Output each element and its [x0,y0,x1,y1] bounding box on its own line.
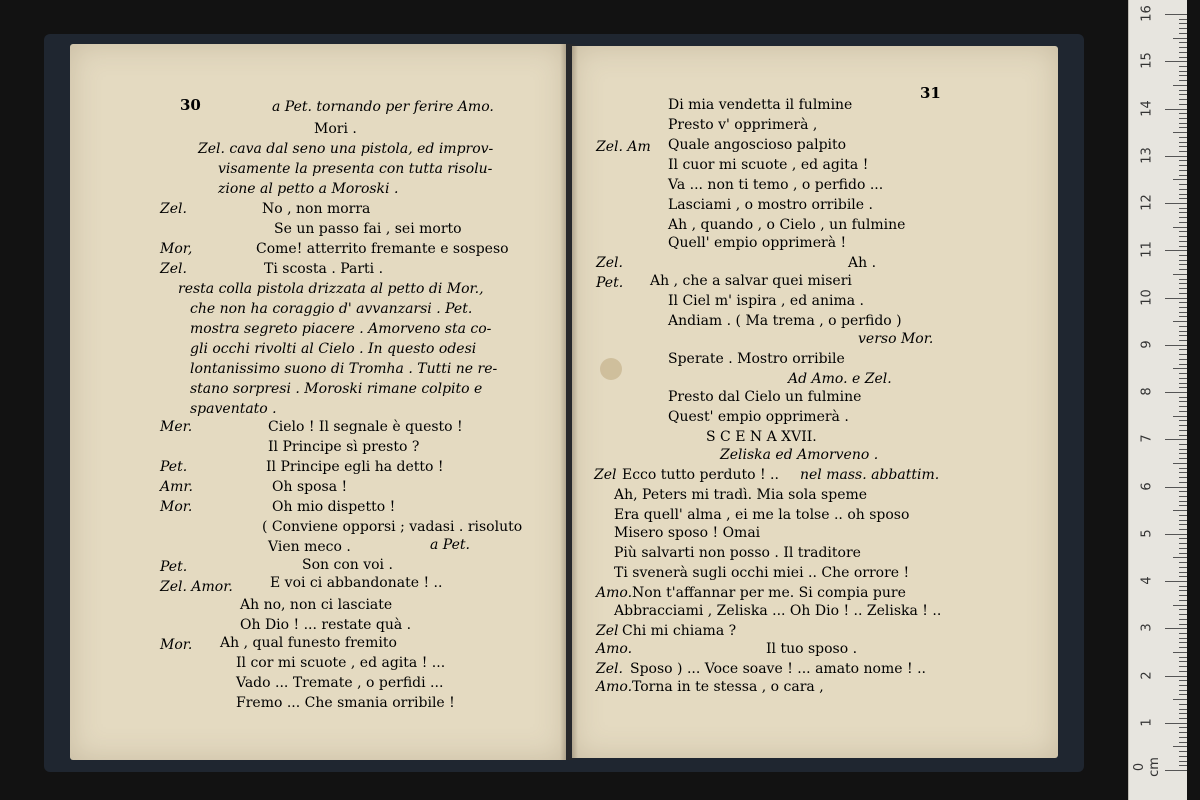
right-page-line: Zel [596,623,619,639]
ruler-tick [1179,453,1187,454]
right-page-line: Amo. [596,679,633,695]
ruler-tick [1173,746,1187,747]
ruler-tick [1179,222,1187,223]
ruler-tick [1179,217,1187,218]
left-page-line: Oh sposa ! [272,479,348,495]
ruler-tick [1179,751,1187,752]
left-page-line: resta colla pistola drizzata al petto di Mor., [178,281,484,297]
ruler-tick [1179,694,1187,695]
right-page-line: Ad Amo. e Zel. [788,371,892,387]
ruler-tick [1179,293,1187,294]
left-page-line: Son con voi . [302,557,393,573]
left-page-line: Mor, [160,241,193,257]
ruler-tick [1179,737,1187,738]
ruler-tick [1173,274,1187,275]
ruler-tick [1179,633,1187,634]
right-page-line: Abbracciami , Zeliska ... Oh Dio ! .. Zeliska ! .. [614,603,942,619]
ruler-tick [1179,586,1187,587]
ruler-tick [1179,335,1187,336]
ruler-tick [1165,487,1187,488]
ruler-tick [1179,690,1187,691]
ruler-tick [1179,279,1187,280]
ruler-tick [1173,179,1187,180]
ruler-tick [1179,543,1187,544]
right-page-line: Presto dal Cielo un fulmine [668,389,862,405]
right-page-line: Pet. [596,275,624,291]
ruler-tick [1179,23,1187,24]
ruler-tick [1179,761,1187,762]
ruler-tick [1179,307,1187,308]
right-page-line: Quest' empio opprimerà . [668,409,849,425]
ruler-label: 15 [1139,52,1155,70]
ruler-tick [1179,444,1187,445]
left-page-line: Zel. [160,261,187,277]
ruler-tick [1179,175,1187,176]
ruler-tick [1179,331,1187,332]
ruler-label: 14 [1139,99,1155,117]
ruler-tick [1179,680,1187,681]
ruler-tick [1173,699,1187,700]
ruler-tick [1179,118,1187,119]
right-page-line: Presto v' opprimerà , [668,117,818,133]
ruler-tick [1179,194,1187,195]
right-page-line: nel mass. abbattim. [800,467,940,483]
ruler-tick [1165,345,1187,346]
ruler-tick [1179,468,1187,469]
ruler-tick [1173,463,1187,464]
left-page-line: Ti scosta . Parti . [264,261,384,277]
right-page-line: Non t'affannar per me. Si compia pure [632,585,906,601]
ruler-tick [1165,581,1187,582]
ruler-tick [1165,109,1187,110]
ruler-tick [1179,567,1187,568]
right-page-line: verso Mor. [858,331,934,347]
left-page-line: Fremo ... Che smania orribile ! [236,695,455,711]
left-page-line: Cielo ! Il segnale è questo ! [268,419,463,435]
ruler-tick [1179,642,1187,643]
ruler-label: 13 [1139,146,1155,164]
ruler-tick [1179,137,1187,138]
ruler-tick [1179,312,1187,313]
ruler-tick [1179,160,1187,161]
ruler-tick [1179,165,1187,166]
right-page-line: Il Ciel m' ispira , ed anima . [668,293,864,309]
ruler-tick [1179,104,1187,105]
left-page-line: Zel. Amor. [160,579,233,595]
ruler-tick [1179,142,1187,143]
ruler-tick [1179,340,1187,341]
ruler-tick [1179,718,1187,719]
ruler-tick [1179,75,1187,76]
left-page-line: zione al petto a Moroski . [218,181,399,197]
ruler-tick [1179,99,1187,100]
ruler-tick [1179,449,1187,450]
right-page-line: Il tuo sposo . [766,641,858,657]
ruler-tick [1165,439,1187,440]
ruler-tick [1179,576,1187,577]
ruler-tick [1165,156,1187,157]
ruler-label: 6 [1139,481,1155,491]
ruler-tick [1173,652,1187,653]
ruler-tick [1179,411,1187,412]
ruler-tick [1179,619,1187,620]
left-page-line: visamente la presenta con tutta risolu- [218,161,493,177]
ruler-tick [1179,170,1187,171]
right-page-line: Ah, Peters mi tradì. Mia sola speme [614,487,868,503]
ruler-label: 0 cm [1132,757,1162,777]
ruler-tick [1179,657,1187,658]
paper-stain [600,358,622,380]
ruler-tick [1179,52,1187,53]
ruler-tick [1165,203,1187,204]
ruler-tick [1179,732,1187,733]
ruler-tick [1179,302,1187,303]
ruler-tick [1179,515,1187,516]
ruler-tick [1179,425,1187,426]
left-page-line: No , non morra [262,201,371,217]
ruler-tick [1179,231,1187,232]
right-page-line: Ti svenerà sugli occhi miei .. Che orrore ! [614,565,910,581]
ruler-tick [1179,208,1187,209]
ruler-tick [1179,198,1187,199]
ruler-tick [1179,609,1187,610]
ruler-tick [1179,709,1187,710]
right-page-line: Va ... non ti temo , o perfido ... [668,177,884,193]
ruler-tick [1173,557,1187,558]
ruler-tick [1179,638,1187,639]
ruler-tick [1179,435,1187,436]
ruler-tick [1165,676,1187,677]
right-page-line: Ecco tutto perduto ! .. [622,467,779,483]
ruler-tick [1179,354,1187,355]
ruler-tick [1179,727,1187,728]
ruler-tick [1179,491,1187,492]
ruler-tick [1165,298,1187,299]
ruler-tick [1179,316,1187,317]
left-page-line: a Pet. tornando per ferire Amo. [272,99,494,115]
left-page-line: Mer. [160,419,193,435]
left-page-line: Vado ... Tremate , o perfidi ... [236,675,444,691]
right-page-line: Ah , quando , o Cielo , un fulmine [668,217,906,233]
ruler-tick [1179,548,1187,549]
ruler-tick [1179,47,1187,48]
ruler-tick [1179,184,1187,185]
ruler-label: 5 [1139,529,1155,538]
right-page-line: Di mia vendetta il fulmine [668,97,853,113]
left-page-line: spaventato . [190,401,277,417]
ruler-tick [1173,605,1187,606]
ruler-tick [1179,246,1187,247]
ruler-label: 3 [1139,623,1155,632]
ruler-tick [1179,600,1187,601]
left-page-number: 30 [180,96,201,114]
ruler-tick [1179,520,1187,521]
right-page-line: Misero sposo ! Omai [614,525,761,541]
ruler-tick [1179,713,1187,714]
ruler-label: 9 [1139,340,1155,349]
ruler-label: 7 [1139,434,1155,443]
ruler-tick [1179,283,1187,284]
ruler-tick [1179,524,1187,525]
ruler-tick [1179,255,1187,256]
ruler-tick [1179,236,1187,237]
ruler-tick [1179,212,1187,213]
right-page-line: Chi mi chiama ? [622,623,737,639]
left-page-line: Mor. [160,637,193,653]
ruler-label: 16 [1139,5,1155,22]
ruler-tick [1179,397,1187,398]
ruler-tick [1179,756,1187,757]
ruler-tick [1179,71,1187,72]
ruler-tick [1179,359,1187,360]
ruler-tick [1179,94,1187,95]
ruler-tick [1173,227,1187,228]
left-page-line: Oh mio dispetto ! [272,499,396,515]
right-page-line: Amo. [596,585,633,601]
ruler-tick [1173,321,1187,322]
left-page-line: Pet. [160,459,188,475]
ruler-tick [1179,765,1187,766]
ruler-tick [1179,595,1187,596]
ruler-tick [1173,416,1187,417]
left-page-line: Come! atterrito fremante e sospeso [256,241,509,257]
ruler-tick [1165,392,1187,393]
left-page-line: Mori . [314,121,357,137]
ruler-tick [1179,430,1187,431]
right-page-line: Torna in te stessa , o cara , [632,679,824,695]
ruler-tick [1173,38,1187,39]
ruler-tick [1179,562,1187,563]
ruler-tick [1179,42,1187,43]
ruler-tick [1179,127,1187,128]
ruler-tick [1179,28,1187,29]
ruler-tick [1179,364,1187,365]
right-page-line: Andiam . ( Ma trema , o perfido ) [668,313,902,329]
ruler-tick [1165,628,1187,629]
ruler-tick [1179,19,1187,20]
right-page-line: Quale angoscioso palpito [668,137,847,153]
ruler-tick [1173,132,1187,133]
ruler-tick [1179,590,1187,591]
right-page-number: 31 [920,84,941,102]
left-page-line: E voi ci abbandonate ! .. [270,575,443,591]
ruler-tick [1179,505,1187,506]
right-page-line: Lasciami , o mostro orribile . [668,197,873,213]
ruler-tick [1165,534,1187,535]
ruler-tick [1179,151,1187,152]
left-page-line: gli occhi rivolti al Cielo . In questo odesi [190,341,477,357]
ruler-tick [1179,666,1187,667]
left-page-line: Zel. cava dal seno una pistola, ed improv- [198,141,494,157]
ruler-tick [1179,614,1187,615]
ruler-tick [1173,85,1187,86]
ruler-label: 11 [1139,241,1155,259]
ruler-tick [1173,510,1187,511]
ruler-tick [1179,685,1187,686]
ruler-tick [1179,501,1187,502]
left-page-line: Mor. [160,499,193,515]
right-page-line: Più salvarti non posso . Il traditore [614,545,861,561]
right-page-line: Amo. [596,641,633,657]
ruler-tick [1179,401,1187,402]
ruler-tick [1179,496,1187,497]
ruler-tick [1179,472,1187,473]
ruler-tick [1179,661,1187,662]
right-page-line: Era quell' alma , ei me la tolse .. oh sposo [614,507,910,523]
ruler-tick [1179,477,1187,478]
right-page-line: Zel. [596,255,623,271]
right-page-line: Sperate . Mostro orribile [668,351,845,367]
left-page-line: Ah , qual funesto fremito [220,635,397,651]
book-gutter [560,44,578,760]
ruler-tick [1179,482,1187,483]
left-page-line: Il cor mi scuote , ed agita ! ... [236,655,446,671]
ruler-tick [1179,647,1187,648]
ruler-label: 1 [1139,718,1155,727]
left-page-line: che non ha coraggio d' avvanzarsi . Pet. [190,301,473,317]
left-page-line: a Pet. [430,537,470,553]
ruler-tick [1179,33,1187,34]
left-page-line: Oh Dio ! ... restate quà . [240,617,412,633]
ruler-tick [1179,113,1187,114]
ruler-tick [1179,406,1187,407]
ruler-tick [1179,529,1187,530]
ruler-tick [1179,624,1187,625]
ruler-tick [1179,742,1187,743]
ruler-tick [1179,671,1187,672]
right-page-line: Zel. Am [596,139,651,155]
ruler-label: 2 [1139,670,1155,680]
ruler-tick [1179,146,1187,147]
right-page-line: Zel [594,467,617,483]
ruler-tick [1179,189,1187,190]
right-page-line: Quell' empio opprimerà ! [668,235,847,251]
ruler-label: 8 [1139,387,1155,396]
left-page-line: Pet. [160,559,188,575]
ruler-tick [1179,349,1187,350]
right-page-line: Ah , che a salvar quei miseri [650,273,852,289]
ruler-label: 4 [1139,576,1155,585]
ruler-tick [1179,241,1187,242]
ruler-tick [1179,123,1187,124]
ruler-tick [1165,770,1187,771]
ruler-tick [1165,723,1187,724]
left-page-line: lontanissimo suono di Tromha . Tutti ne re- [190,361,498,377]
ruler-tick [1179,90,1187,91]
ruler-tick [1179,326,1187,327]
left-page-line: Amr. [160,479,193,495]
right-page-line: S C E N A XVII. [706,429,817,445]
left-page-line: Il Principe sì presto ? [268,439,420,455]
right-page-line: Sposo ) ... Voce soave ! ... amato nome ! .. [630,661,926,677]
left-page-line: Ah no, non ci lasciate [240,597,393,613]
ruler-tick [1179,538,1187,539]
ruler-label: 12 [1139,194,1155,211]
ruler-tick [1165,14,1187,15]
right-page-line: Zel. [596,661,623,677]
ruler-tick [1179,80,1187,81]
ruler-tick [1179,383,1187,384]
ruler-tick [1179,378,1187,379]
ruler-tick [1179,66,1187,67]
ruler-tick [1179,57,1187,58]
ruler-tick [1179,264,1187,265]
ruler-tick [1179,572,1187,573]
right-page-line: Zeliska ed Amorveno . [720,447,879,463]
ruler-tick [1179,387,1187,388]
ruler-tick [1179,260,1187,261]
ruler-tick [1179,420,1187,421]
ruler-tick [1179,373,1187,374]
ruler-tick [1179,288,1187,289]
left-page-line: Il Principe egli ha detto ! [266,459,444,475]
ruler-tick [1173,368,1187,369]
left-page-line: stano sorpresi . Moroski rimane colpito e [190,381,483,397]
right-page-line: Ah . [848,255,877,271]
ruler-tick [1165,61,1187,62]
ruler-tick [1179,704,1187,705]
left-page-line: Se un passo fai , sei morto [274,221,462,237]
left-page-line: mostra segreto piacere . Amorveno sta co- [190,321,492,337]
left-page-line: Zel. [160,201,187,217]
ruler-label: 10 [1139,288,1155,306]
left-page-line: Vien meco . [268,539,351,555]
scale-ruler [1128,0,1187,800]
ruler-tick [1179,553,1187,554]
ruler-tick [1179,269,1187,270]
ruler-tick [1179,458,1187,459]
right-page-line: Il cuor mi scuote , ed agita ! [668,157,869,173]
left-page-line: ( Conviene opporsi ; vadasi . risoluto [262,519,523,535]
ruler-tick [1165,250,1187,251]
